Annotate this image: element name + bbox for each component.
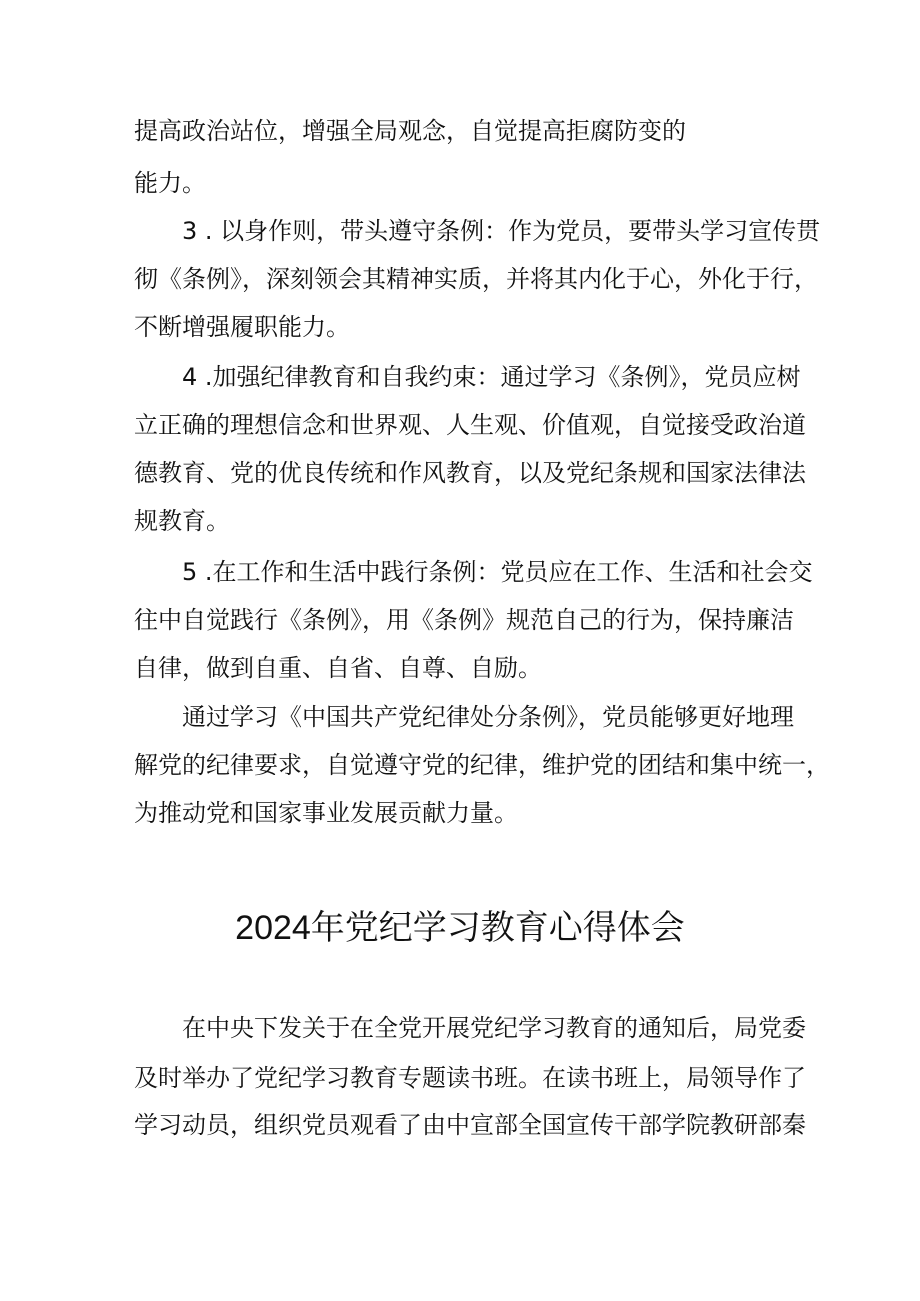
text-line: 3 . 以身作则，带头遵守条例：作为党员，要带头学习宣传贯	[182, 217, 821, 245]
text-line: 彻《条例》，深刻领会其精神实质，并将其内化于心，外化于行，	[134, 265, 818, 293]
text-line: 提高政治站位，增强全局观念，自觉提高拒腐防变的	[134, 117, 686, 145]
text-line: 通过学习《中国共产党纪律处分条例》，党员能够更好地理	[182, 703, 794, 731]
text-line: 自律，做到自重、自省、自尊、自励。	[134, 654, 542, 682]
text-line: 德教育、党的优良传统和作风教育，以及党纪条规和国家法律法	[134, 459, 806, 487]
text-line: 规教育。	[134, 507, 230, 535]
text-line: 在中央下发关于在全党开展党纪学习教育的通知后，局党委	[182, 1014, 806, 1042]
text-line: 解党的纪律要求，自觉遵守党的纪律，维护党的团结和集中统一，	[134, 751, 830, 779]
text-line: 不断增强履职能力。	[134, 313, 350, 341]
text-line: 为推动党和国家事业发展贡献力量。	[134, 799, 518, 827]
text-line: 5 .在工作和生活中践行条例：党员应在工作、生活和社会交	[182, 558, 813, 586]
text-line: 立正确的理想信念和世界观、人生观、价值观，自觉接受政治道	[134, 411, 806, 439]
text-line: 学习动员，组织党员观看了由中宣部全国宣传干部学院教研部秦	[134, 1111, 806, 1139]
text-line: 往中自觉践行《条例》，用《条例》规范自己的行为，保持廉洁	[134, 606, 794, 634]
section-title: 2024年党纪学习教育心得体会	[235, 909, 685, 947]
text-line: 4 .加强纪律教育和自我约束：通过学习《条例》，党员应树	[182, 363, 801, 391]
text-line: 能力。	[134, 169, 206, 197]
text-line: 及时举办了党纪学习教育专题读书班。在读书班上，局领导作了	[134, 1064, 806, 1092]
